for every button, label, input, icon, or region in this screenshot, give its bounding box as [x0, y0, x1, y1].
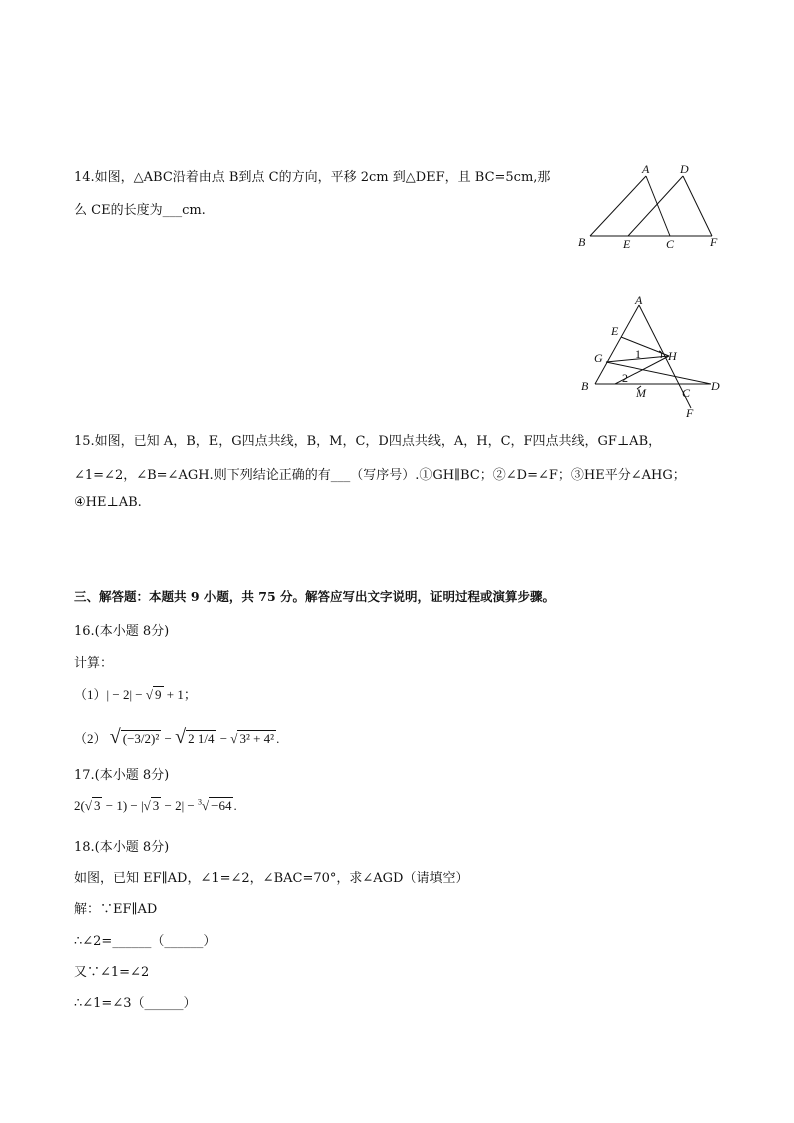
q16-p2-tail: .: [276, 731, 280, 746]
q16-intro: 计算：: [74, 656, 114, 671]
sqrt-sign: √: [175, 726, 187, 748]
q14-figure: [570, 160, 730, 255]
q16-p1-expr-a: | − 2| −: [106, 687, 146, 702]
q14-label-f: F: [710, 235, 718, 249]
sqrt-sign: √: [109, 726, 121, 748]
minus-sign: −: [164, 731, 172, 746]
q15-label-d: D: [711, 379, 720, 393]
q17-expr-c: − 2| −: [161, 798, 198, 813]
q16-p2-radicand-3: 3² + 4²: [239, 731, 275, 746]
q18-title: 18.(本小题 8分): [74, 840, 170, 855]
q14-line-2: 么 CE的长度为___cm.: [74, 203, 206, 218]
minus-sign: −: [219, 731, 228, 746]
sqrt-sign: √: [202, 798, 210, 813]
q17-cube-index: 3: [198, 797, 202, 807]
q15-label-h: H: [668, 349, 677, 363]
q17-expr-b: − 1) − |: [102, 798, 144, 813]
q15-line-2: ∠1=∠2，∠B=∠AGH.则下列结论正确的有___（写序号）.①GH∥BC；②∠D=∠F；③HE平分∠AHG；: [74, 468, 686, 483]
sqrt-sign: √: [84, 798, 92, 813]
q14-label-b: B: [578, 235, 586, 249]
q14-label-c: C: [666, 237, 675, 251]
sqrt-sign: √: [145, 687, 154, 702]
q16-p1-expr-b: + 1；: [163, 687, 197, 702]
q16-p1-label: （1）: [74, 687, 107, 702]
q15-label-angle-1: 1: [635, 347, 641, 361]
q16-p1-radicand: 9: [155, 687, 162, 702]
q15-label-m: M: [636, 386, 646, 400]
q18-step-2: ∴∠2=______（______）: [74, 934, 217, 949]
q16-p2-label: （2）: [74, 731, 107, 746]
q16-p2-radicand-2: 2 1/4: [188, 731, 215, 746]
q15-label-f: F: [686, 406, 694, 420]
sqrt-sign: √: [143, 798, 151, 813]
q15-figure: [575, 290, 735, 425]
q15-label-b: B: [581, 379, 589, 393]
q17-expr-d: .: [233, 798, 237, 813]
q17-title: 17.(本小题 8分): [74, 768, 170, 783]
q16-p2-radicand-1: (−3/2)²: [122, 731, 160, 746]
q18-step-1: 解：∵EF∥AD: [74, 902, 158, 917]
q17-radicand-1: 3: [93, 798, 101, 813]
q15-label-a: A: [635, 293, 643, 307]
q17-expr-a: 2(: [74, 798, 85, 813]
q18-step-3: 又∵∠1=∠2: [74, 965, 150, 980]
q15-line-3: ④HE⊥AB.: [74, 495, 142, 510]
q15-label-c: C: [682, 386, 691, 400]
sqrt-sign: √: [230, 731, 238, 746]
q17-expression: [74, 797, 237, 814]
q14-label-e: E: [623, 237, 631, 251]
q14-line-1: 14.如图，△ABC沿着由点 B到点 C的方向，平移 2cm 到△DEF，且 BC=5cm,那: [74, 170, 551, 185]
q14-label-a: A: [642, 162, 650, 176]
q18-intro: 如图，已知 EF∥AD，∠1=∠2，∠BAC=70°，求∠AGD（请填空）: [74, 871, 469, 886]
q15-label-angle-2: 2: [622, 371, 628, 385]
q17-radicand-3: −64: [211, 798, 232, 813]
q14-label-d: D: [680, 162, 689, 176]
section-3-heading: 三、解答题：本题共 9 小题，共 75 分。解答应写出文字说明，证明过程或演算步骤。: [74, 589, 556, 604]
q17-radicand-2: 3: [152, 798, 160, 813]
q15-label-g: G: [594, 351, 603, 365]
q16-title: 16.(本小题 8分): [74, 624, 170, 639]
q16-part-2: [74, 726, 279, 749]
q18-step-4: ∴∠1=∠3（______）: [74, 996, 197, 1011]
q16-part-1: [74, 684, 197, 703]
q15-label-e: E: [611, 324, 619, 338]
q15-line-1: 15.如图，已知 A，B，E，G四点共线，B，M，C，D四点共线，A，H，C，F四点共线，GF⊥AB，: [74, 434, 662, 449]
